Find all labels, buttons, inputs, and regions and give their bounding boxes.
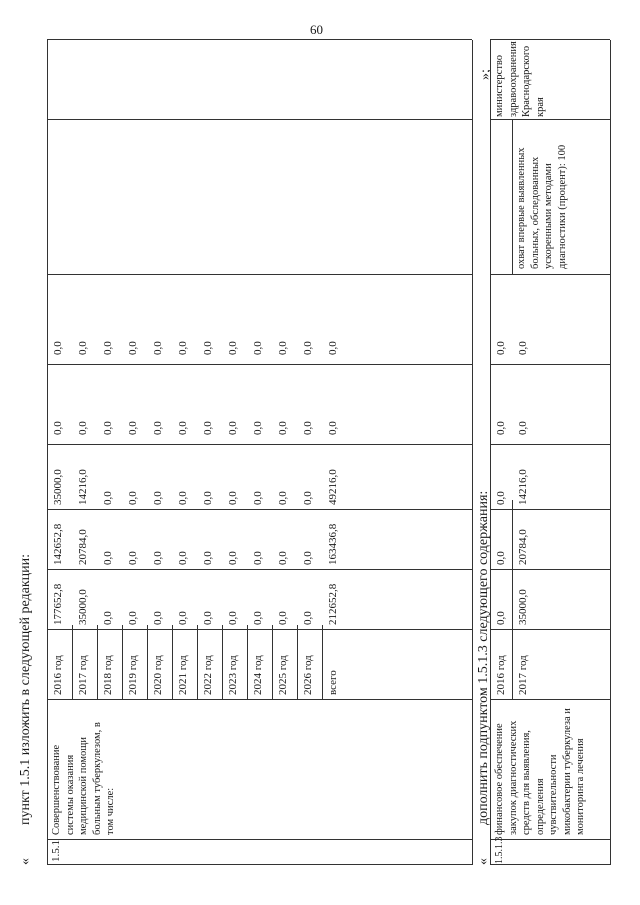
heading1-text: пункт 1.5.1 изложить в следующей редакции:	[18, 554, 33, 825]
cell-v1: 0,0	[302, 611, 314, 625]
page-number: 60	[310, 22, 323, 37]
cell-year: 2016 год	[52, 655, 64, 695]
cell-v3: 0,0	[102, 491, 114, 505]
cell-v1: 212652,8	[327, 583, 339, 625]
cell-v1: 0,0	[495, 611, 507, 625]
cell-v1: 0,0	[202, 611, 214, 625]
cell-v1: 35000,0	[517, 589, 529, 625]
cell-v3: 0,0	[202, 491, 214, 505]
cell-v1: 0,0	[127, 611, 139, 625]
table2-executor: министерство здравоохранения Краснодарского края	[494, 41, 546, 117]
cell-v3: 0,0	[277, 491, 289, 505]
cell-v4: 0,0	[277, 421, 289, 435]
cell-v3: 49216,0	[327, 469, 339, 505]
table1-title: Совершенствование системы оказания медицинской помощи больным туберкулезом, в том числе:	[51, 722, 116, 835]
cell-v2: 0,0	[495, 551, 507, 565]
table2-title: финансовое обеспечение закупок диагностических средств для выявления, определения чувствительности микобактерии туберкулеза и мониторинга лечения	[494, 708, 586, 835]
heading2-quote: «	[476, 858, 491, 865]
cell-v5: 0,0	[277, 341, 289, 355]
cell-v3: 14216,0	[517, 469, 529, 505]
cell-v3: 14216,0	[77, 469, 89, 505]
table2-number: 1.5.1.3	[494, 836, 505, 864]
cell-year: 2023 год	[227, 655, 239, 695]
cell-year: 2024 год	[252, 655, 264, 695]
cell-v5: 0,0	[152, 341, 164, 355]
cell-v1: 0,0	[102, 611, 114, 625]
cell-v2: 163436,8	[327, 523, 339, 565]
table1-number: 1.5.1	[50, 840, 62, 862]
rotated-page-content	[12, 40, 612, 865]
cell-v5: 0,0	[202, 341, 214, 355]
cell-v2: 0,0	[102, 551, 114, 565]
cell-v4: 0,0	[152, 421, 164, 435]
cell-v2: 20784,0	[517, 529, 529, 565]
cell-v3: 0,0	[252, 491, 264, 505]
cell-v5: 0,0	[52, 341, 64, 355]
cell-v4: 0,0	[227, 421, 239, 435]
cell-v5: 0,0	[127, 341, 139, 355]
cell-v4: 0,0	[252, 421, 264, 435]
cell-v2: 0,0	[227, 551, 239, 565]
cell-v4: 0,0	[77, 421, 89, 435]
cell-year: 2016 год	[495, 655, 507, 695]
closing-mark: »;	[478, 69, 493, 80]
cell-v4: 0,0	[327, 421, 339, 435]
cell-v3: 0,0	[127, 491, 139, 505]
cell-year: 2018 год	[102, 655, 114, 695]
cell-v5: 0,0	[102, 341, 114, 355]
cell-v2: 20784,0	[77, 529, 89, 565]
cell-v4: 0,0	[102, 421, 114, 435]
cell-year: 2022 год	[202, 655, 214, 695]
cell-v4: 0,0	[517, 421, 529, 435]
cell-year: 2021 год	[177, 655, 189, 695]
table2-indicator: охват впервые выявленных больных, обследованных ускоренными методами диагностики (процент): 100	[516, 144, 568, 269]
cell-v1: 35000,0	[77, 589, 89, 625]
cell-v1: 177652,8	[52, 583, 64, 625]
heading2-text: дополнить подпунктом 1.5.1.3 следующего содержания:	[476, 490, 491, 825]
cell-v5: 0,0	[177, 341, 189, 355]
cell-year: 2017 год	[77, 655, 89, 695]
cell-year: всего	[327, 670, 339, 695]
cell-v2: 0,0	[302, 551, 314, 565]
cell-v3: 0,0	[227, 491, 239, 505]
cell-v3: 0,0	[495, 491, 507, 505]
cell-v2: 0,0	[277, 551, 289, 565]
cell-v5: 0,0	[227, 341, 239, 355]
cell-v4: 0,0	[202, 421, 214, 435]
cell-v1: 0,0	[252, 611, 264, 625]
cell-year: 2019 год	[127, 655, 139, 695]
cell-v3: 0,0	[152, 491, 164, 505]
cell-v3: 0,0	[302, 491, 314, 505]
cell-v5: 0,0	[495, 341, 507, 355]
cell-v1: 0,0	[227, 611, 239, 625]
cell-v5: 0,0	[302, 341, 314, 355]
cell-v4: 0,0	[495, 421, 507, 435]
cell-v3: 0,0	[177, 491, 189, 505]
cell-v5: 0,0	[327, 341, 339, 355]
cell-v2: 0,0	[202, 551, 214, 565]
cell-v1: 0,0	[277, 611, 289, 625]
cell-v2: 0,0	[152, 551, 164, 565]
cell-v4: 0,0	[52, 421, 64, 435]
cell-v4: 0,0	[127, 421, 139, 435]
cell-v1: 0,0	[177, 611, 189, 625]
cell-year: 2020 год	[152, 655, 164, 695]
cell-v5: 0,0	[77, 341, 89, 355]
cell-v3: 35000,0	[52, 469, 64, 505]
cell-v2: 142652,8	[52, 523, 64, 565]
cell-v1: 0,0	[152, 611, 164, 625]
cell-year: 2025 год	[277, 655, 289, 695]
cell-v2: 0,0	[252, 551, 264, 565]
cell-v4: 0,0	[177, 421, 189, 435]
heading1-quote: «	[18, 858, 33, 865]
cell-v4: 0,0	[302, 421, 314, 435]
cell-v2: 0,0	[127, 551, 139, 565]
cell-year: 2017 год	[517, 655, 529, 695]
cell-v5: 0,0	[252, 341, 264, 355]
cell-year: 2026 год	[302, 655, 314, 695]
cell-v2: 0,0	[177, 551, 189, 565]
cell-v5: 0,0	[517, 341, 529, 355]
